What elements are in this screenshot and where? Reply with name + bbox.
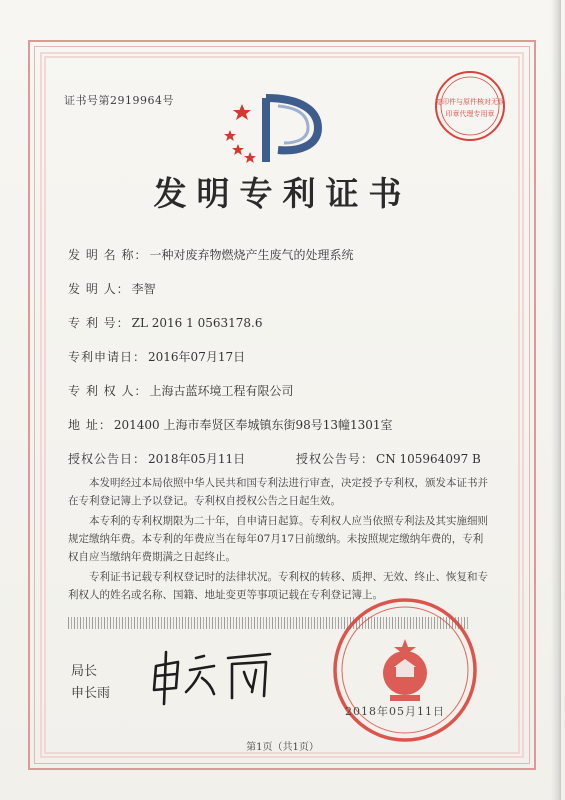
field-value: 201400 上海市奉贤区奉城镇东街98号13幢1301室 [113,418,393,432]
field-grant-number [296,450,481,467]
field-label: 专 利 号： [68,316,130,330]
field-value: 上海古蓝环境工程有限公司 [149,384,294,398]
field-label: 专利申请日： [68,350,147,364]
stamp-text: 复印件与原件核对无误 [435,98,505,106]
certificate-number: 证书号第2919964号 [64,94,174,107]
agency-stamp [432,68,508,144]
scan-edge [551,0,561,800]
seal-date: 2018年05月11日 [345,705,445,718]
handwritten-signature [148,648,278,706]
field-value: 李智 [131,282,156,296]
field-value: 一种对废弃物燃烧产生废气的处理系统 [149,248,354,262]
field-label: 地 址： [68,418,112,432]
paragraph-term: 本专利的专利权期限为二十年，自申请日起算。专利权人应当依照专利法及其实施细则规定缴纳年费。本专利的年费应当在每年07月17日前缴纳。未按照规定缴纳年费的，专利权自应当缴纳年费期满之日起终止。 [68,515,488,563]
patent-office-logo [222,88,332,168]
page-title: 发明专利证书 [153,174,412,213]
page-number: 第1页（共1页） [246,742,319,753]
paragraph-grant: 本发明经过本局依照中华人民共和国专利法进行审查，决定授予专利权，颁发本证书并在专利登记簿上予以登记。专利权自授权公告之日起生效。 [68,477,488,507]
field-label: 授权公告号： [296,452,375,466]
signature-title: 局长 [71,664,98,679]
field-application-date [68,348,245,365]
stamp-line2: 印章代理专用章 [445,110,495,118]
field-grant-date [68,450,245,467]
signature-name: 申长雨 [71,686,111,701]
field-inventor [68,280,156,297]
official-seal [330,595,480,745]
field-value: 2016年07月17日 [148,350,246,364]
field-value: 2018年05月11日 [148,452,246,466]
field-patentee [68,382,293,399]
field-label: 发 明 人： [68,282,130,296]
field-address [68,416,393,433]
field-label: 发 明 名 称： [68,248,148,262]
field-invention-name [68,246,353,263]
field-label: 授权公告日： [68,452,147,466]
field-value: ZL 2016 1 0563178.6 [131,316,263,330]
field-patent-number [68,314,262,331]
paragraph-status: 专利证书记载专利权登记时的法律状况。专利权的转移、质押、无效、终止、恢复和专利权人的姓名或名称、国籍、地址变更等事项记载在专利登记簿上。 [68,571,488,601]
field-label: 专 利 权 人： [68,384,148,398]
field-value: CN 105964097 B [376,452,481,466]
